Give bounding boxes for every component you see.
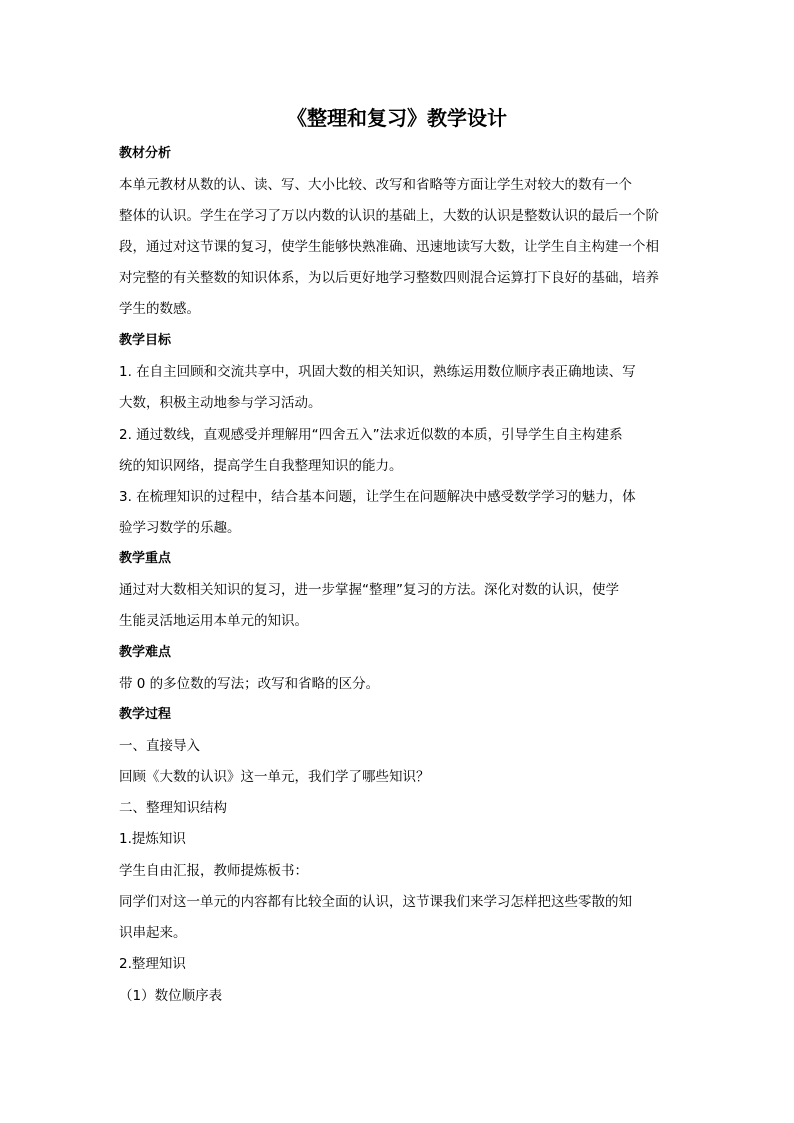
document-title: 《整理和复习》教学设计 [287,106,507,130]
process-line: （1）数位顺序表 [119,988,223,1004]
analysis-line: 对完整的有关整数的知识体系，为以后更好地学习整数四则混合运算打下良好的基础，培养 [119,270,659,286]
difficulties-line: 带 0 的多位数的写法；改写和省略的区分。 [119,676,380,692]
goals-line: 3. 在梳理知识的过程中，结合基本问题，让学生在问题解决中感受数学学习的魅力，体 [119,489,636,505]
goals-line: 2. 通过数线，直观感受并理解用“四舍五入”法求近似数的本质，引导学生自主构建系 [119,427,623,443]
goals-line: 1. 在自主回顾和交流共享中，巩固大数的相关知识，熟练运用数位顺序表正确地读、写 [119,364,636,380]
analysis-line: 学生的数感。 [119,301,200,317]
process-line: 1.提炼知识 [119,831,186,847]
process-line: 2.整理知识 [119,956,186,972]
process-line: 二、整理知识结构 [119,800,227,816]
key-points-line: 通过对大数相关知识的复习，进一步掌握“整理”复习的方法。深化对数的认识，使学 [119,582,619,598]
goals-line: 统的知识网络，提高学生自我整理知识的能力。 [119,458,403,474]
process-line: 回顾《大数的认识》这一单元，我们学了哪些知识？ [119,769,430,785]
process-line: 学生自由汇报，教师提炼板书： [119,863,308,879]
goals-line: 验学习数学的乐趣。 [119,520,241,536]
key-points-line: 生能灵活地运用本单元的知识。 [119,613,308,629]
process-line: 同学们对这一单元的内容都有比较全面的认识，这节课我们来学习怎样把这些零散的知 [119,894,632,910]
section-heading-key-points: 教学重点 [119,551,172,566]
section-heading-difficulties: 教学难点 [119,645,172,660]
section-heading-process: 教学过程 [119,707,172,722]
process-line: 一、直接导入 [119,738,200,754]
analysis-line: 段，通过对这节课的复习，使学生能够快熟准确、迅速地读写大数，让学生自主构建一个相 [119,239,659,255]
analysis-line: 本单元教材从数的认、读、写、大小比较、改写和省略等方面让学生对较大的数有一个 [119,177,632,193]
goals-line: 大数，积极主动地参与学习活动。 [119,395,322,411]
analysis-line: 整体的认识。学生在学习了万以内数的认识的基础上，大数的认识是整数认识的最后一个阶 [119,208,659,224]
section-heading-goals: 教学目标 [119,333,172,348]
section-heading-analysis: 教材分析 [119,146,172,161]
process-line: 识串起来。 [119,925,187,941]
